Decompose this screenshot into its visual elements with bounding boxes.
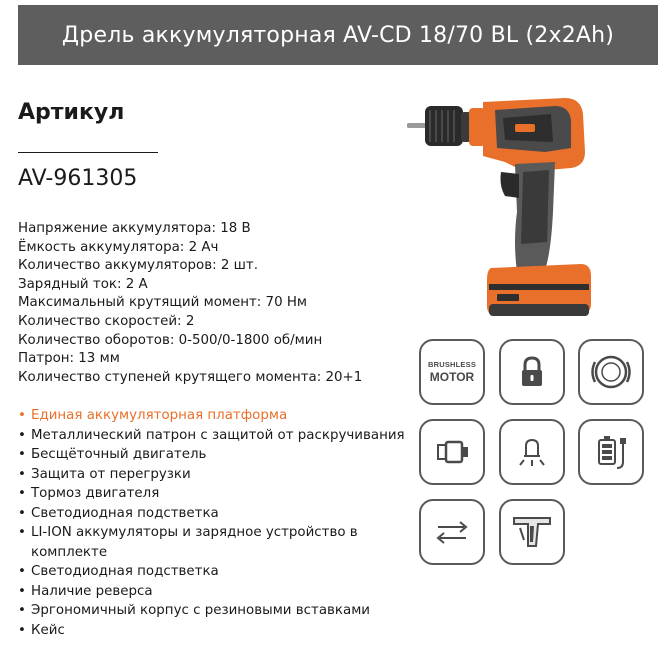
- lock-icon: [499, 339, 565, 405]
- bullet-icon: •: [18, 408, 26, 423]
- spec-item-rpm: Количество оборотов: 0-500/0-1800 об/мин: [18, 332, 323, 348]
- led-light-icon: [499, 419, 565, 485]
- brushless-label: BRUSHLESS: [427, 359, 477, 369]
- motor-label: MOTOR: [429, 370, 475, 385]
- bullet-icon: •: [18, 486, 26, 501]
- bullet-icon: •: [18, 505, 26, 521]
- spec-item-torque-steps: Количество ступеней крутящего момента: 20+1: [18, 369, 363, 385]
- bullet-icon: •: [18, 466, 26, 482]
- bullet-icon: •: [18, 622, 26, 638]
- reverse-arrows-icon: [419, 499, 485, 565]
- battery-charger-icon: [578, 419, 644, 485]
- page-title: Дрель аккумуляторная AV-CD 18/70 BL (2x2Ah): [61, 22, 615, 48]
- feature-item-brake: [18, 484, 418, 504]
- feature-item-led-2: [18, 562, 418, 582]
- spec-item-capacity: Ёмкость аккумулятора: 2 Ач: [18, 239, 219, 255]
- spec-item-max-torque: Максимальный крутящий момент: 70 Нм: [18, 295, 308, 311]
- bullet-icon: •: [18, 603, 26, 618]
- feature-text: Единая аккумуляторная платформа: [31, 408, 288, 423]
- feature-text: Эргономичный корпус с резиновыми вставками: [31, 603, 371, 618]
- feature-text: Защита от перегрузки: [31, 466, 191, 482]
- ergonomic-grip-icon: [499, 499, 565, 565]
- drill-product-image: [405, 92, 595, 332]
- feature-item-case: [18, 621, 418, 641]
- page-header: [18, 5, 658, 65]
- bullet-icon: •: [18, 583, 26, 599]
- feature-item-ergonomic: [18, 601, 418, 621]
- spec-item-battery-count: Количество аккумуляторов: 2 шт.: [18, 258, 258, 274]
- feature-item-reverse: [18, 582, 418, 602]
- bullet-icon: •: [18, 447, 26, 462]
- bullet-icon: •: [18, 564, 26, 579]
- feature-text: Светодиодная подстветка: [31, 505, 219, 521]
- chuck-ring-icon: [578, 339, 644, 405]
- feature-item-brushless: [18, 445, 418, 465]
- article-divider: [18, 152, 158, 153]
- feature-item-led: [18, 504, 418, 524]
- feature-text: Бесщёточный двигатель: [31, 447, 207, 462]
- bullet-icon: •: [18, 427, 26, 443]
- feature-text: LI-ION аккумуляторы и зарядное устройство в комплекте: [31, 525, 358, 560]
- article-label: Артикул: [18, 100, 125, 125]
- chuck-head-icon: [419, 419, 485, 485]
- feature-item-battery-kit: [18, 523, 418, 562]
- feature-list: [18, 406, 418, 640]
- spec-item-speeds: Количество скоростей: 2: [18, 313, 195, 329]
- spec-list: [18, 220, 398, 387]
- feature-item-platform: [18, 406, 418, 426]
- spec-item-charge-current: Зарядный ток: 2 А: [18, 276, 148, 292]
- feature-text: Тормоз двигателя: [31, 486, 160, 501]
- article-value: AV-961305: [18, 166, 138, 191]
- brushless-motor-icon: [419, 339, 485, 405]
- feature-item-chuck: [18, 426, 418, 446]
- feature-text: Металлический патрон с защитой от раскручивания: [31, 427, 405, 443]
- spec-item-chuck: Патрон: 13 мм: [18, 351, 120, 367]
- bullet-icon: •: [18, 525, 26, 540]
- feature-text: Светодиодная подстветка: [31, 564, 219, 579]
- feature-text: Наличие реверса: [31, 583, 153, 599]
- feature-item-overload: [18, 465, 418, 485]
- spec-item-voltage: Напряжение аккумулятора: 18 В: [18, 221, 251, 236]
- feature-text: Кейс: [31, 622, 65, 638]
